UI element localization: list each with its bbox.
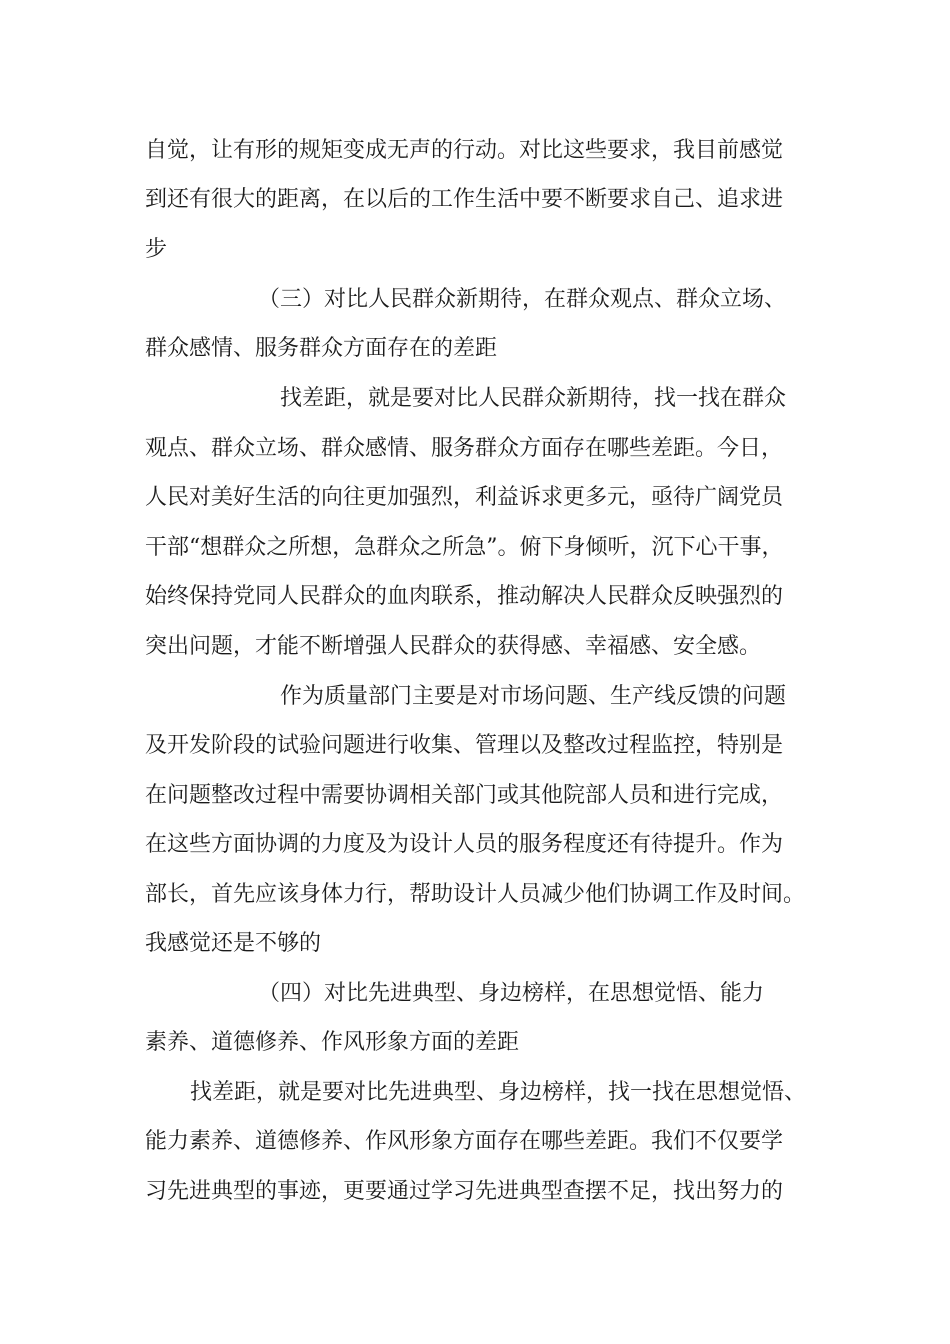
body-text-line: 始终保持党同人民群众的血肉联系，推动解决人民群众反映强烈的 <box>145 584 784 609</box>
section-heading-4-continued: 素养、道德修养、作风形象方面的差距 <box>145 1030 520 1055</box>
body-text-line: 干部“想群众之所想，急群众之所急”。俯下身倾听，沉下心干事， <box>145 535 784 560</box>
paragraph-first-line: 找差距，就是要对比先进典型、身边榜样，找一找在思想觉悟、 <box>190 1080 807 1105</box>
body-text-line: 及开发阶段的试验问题进行收集、管理以及整改过程监控，特别是 <box>145 733 784 758</box>
body-text-line: 在这些方面协调的力度及为设计人员的服务程度还有待提升。作为 <box>145 832 784 857</box>
body-text-line: 部长，首先应该身体力行，帮助设计人员减少他们协调工作及时间。 <box>145 882 806 907</box>
body-text-line: 突出问题，才能不断增强人民群众的获得感、幸福感、安全感。 <box>145 634 762 659</box>
body-text-line: 能力素养、道德修养、作风形象方面存在哪些差距。我们不仅要学 <box>145 1129 784 1154</box>
section-heading-3-continued: 群众感情、服务群众方面存在的差距 <box>145 336 498 361</box>
body-text-line: 习先进典型的事迹，更要通过学习先进典型查摆不足，找出努力的 <box>145 1179 784 1204</box>
body-text-line: 在问题整改过程中需要协调相关部门或其他院部人员和进行完成， <box>145 783 784 808</box>
body-text-line: 观点、群众立场、群众感情、服务群众方面存在哪些差距。今日， <box>145 436 784 461</box>
body-text-line: 自觉，让有形的规矩变成无声的行动。对比这些要求，我目前感觉 <box>145 138 784 163</box>
body-text-line: 到还有很大的距离，在以后的工作生活中要不断要求自己、追求进 <box>145 187 784 212</box>
body-text-line: 人民对美好生活的向往更加强烈，利益诉求更多元，亟待广阔党员 <box>145 485 784 510</box>
section-heading-3: （三）对比人民群众新期待，在群众观点、群众立场、 <box>258 287 787 312</box>
paragraph-first-line: 找差距，就是要对比人民群众新期待，找一找在群众 <box>280 386 787 411</box>
body-text-line: 步 <box>145 237 168 262</box>
section-heading-4: （四）对比先进典型、身边榜样，在思想觉悟、能力 <box>258 981 765 1006</box>
paragraph-first-line: 作为质量部门主要是对市场问题、生产线反馈的问题 <box>280 684 787 709</box>
body-text-line: 我感觉还是不够的 <box>145 931 322 956</box>
